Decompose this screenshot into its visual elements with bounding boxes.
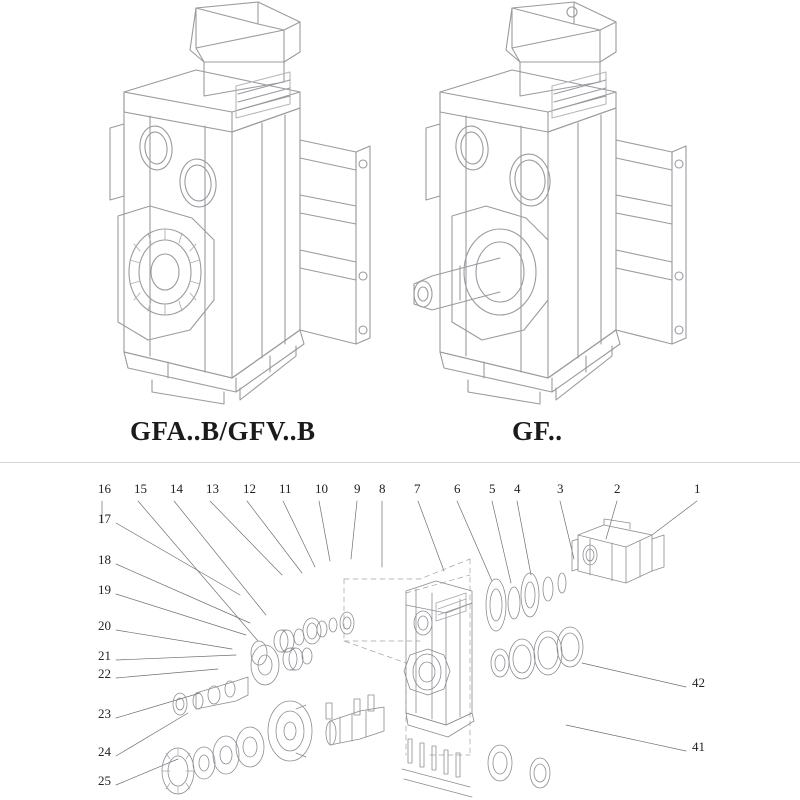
callout-24: 24 [98, 744, 111, 759]
gearbox-left-icon [110, 2, 370, 404]
caption-right-model: GF.. [512, 416, 563, 446]
caption-left-model: GFA..B/GFV..B [130, 416, 316, 446]
exploded-diagram-area [0, 463, 800, 800]
callout-21: 21 [98, 648, 111, 663]
callout-10: 10 [315, 481, 328, 496]
callout-13: 13 [206, 481, 219, 496]
callout-5: 5 [489, 481, 496, 496]
callout-17: 17 [98, 511, 111, 526]
callout-12: 12 [243, 481, 256, 496]
callout-7: 7 [414, 481, 421, 496]
callout-14: 14 [170, 481, 183, 496]
callout-16: 16 [98, 481, 111, 496]
callout-25: 25 [98, 773, 111, 788]
gearbox-right-icon [414, 2, 686, 404]
callout-19: 19 [98, 582, 111, 597]
callout-9: 9 [354, 481, 361, 496]
callout-22: 22 [98, 666, 111, 681]
callout-18: 18 [98, 552, 111, 567]
callout-42: 42 [692, 675, 705, 690]
callout-23: 23 [98, 706, 111, 721]
callout-3: 3 [557, 481, 564, 496]
callout-1: 1 [694, 481, 701, 496]
callout-41: 41 [692, 739, 705, 754]
callout-11: 11 [279, 481, 292, 496]
callout-2: 2 [614, 481, 621, 496]
callout-4: 4 [514, 481, 521, 496]
callout-15: 15 [134, 481, 147, 496]
callout-6: 6 [454, 481, 461, 496]
callout-8: 8 [379, 481, 386, 496]
callout-20: 20 [98, 618, 111, 633]
exploded-assembly-icon [0, 463, 800, 800]
